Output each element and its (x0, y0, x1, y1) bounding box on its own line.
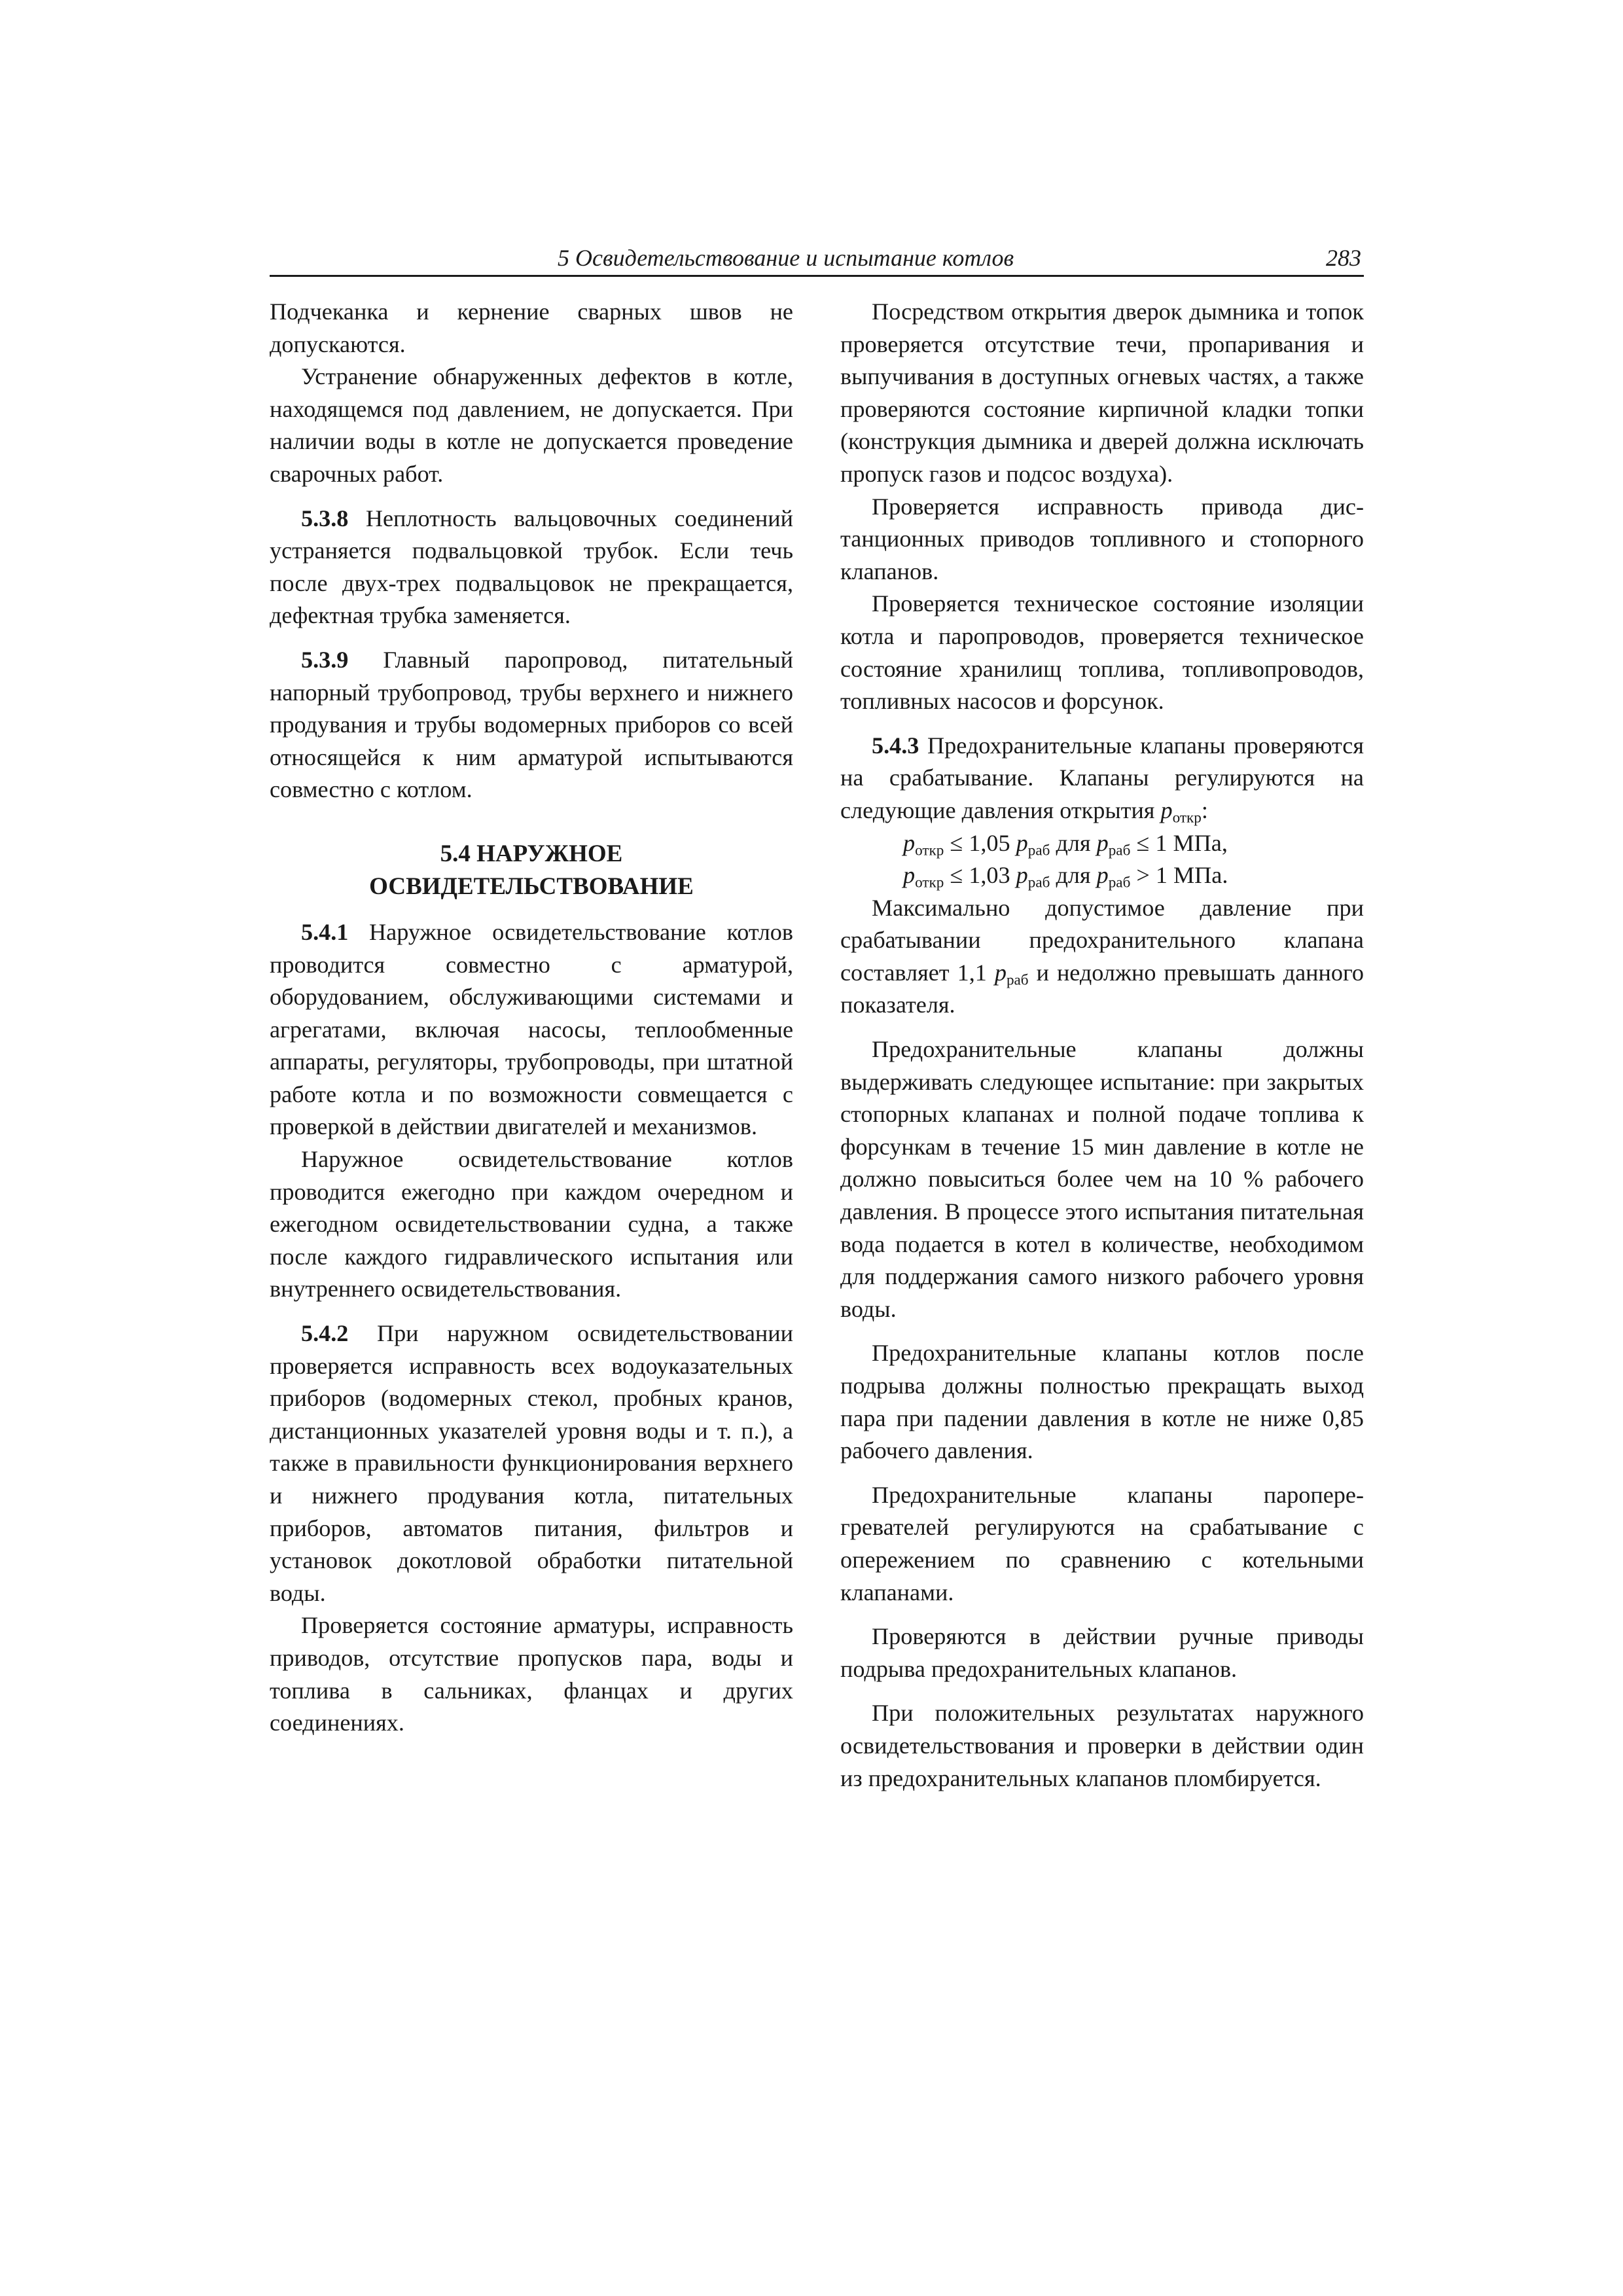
right-column (840, 296, 1364, 1795)
subscript: раб (1108, 841, 1131, 859)
paragraph: Наружное освидетельствование котлов проводится ежегодно при каждом очередном и ежегодном освидетельствовании судна, а также после каждого гидравлического испытания или внутреннего освидетельствования. (270, 1146, 793, 1302)
subscript: раб (1027, 874, 1050, 891)
paragraph: Устранение обнаруженных дефектов в котле, находящемся под давлением, не допускается. При наличии воды в котле не допускается проведение сварочных работ. (270, 363, 793, 487)
pressure-symbol: p (994, 959, 1007, 986)
section-heading (270, 838, 793, 903)
colon: : (1201, 797, 1208, 823)
pressure-symbol: p (1096, 829, 1109, 856)
formula-text: ≤ 1 МПа, (1130, 829, 1228, 856)
pressure-symbol: p (903, 862, 916, 889)
paragraph: Проверяется техническое состояние изоляции котла и паропроводов, проверяется техническое состояние хранилищ топлива, топливопроводов, топливных насосов и форсунок. (840, 590, 1364, 715)
pressure-symbol: p (1096, 862, 1109, 889)
subscript: откр (1172, 809, 1202, 827)
formula-line-1 (840, 827, 1364, 860)
formula-text: ≤ 1,05 (944, 829, 1016, 856)
paragraph: Посредством открытия дверок дымника и топок проверяется отсутствие течи, пропаривания и выпучивания в доступных огневых частях, а также проверяются состояние кирпичной кладки топки (конструкция дымника и дверей должна исключать пропуск газов и подсос воздуха). (840, 298, 1364, 487)
clause-text: При наружном освидетельствовании проверяется исправность всех водоуказательных приборов (водомерных стекол, пробных кранов, дистанционных указателей уровня воды и т. п.), а также в правильности функционирования верхнего и нижнего продувания котла, питательных приборов, автоматов питания, фильтров и установок докотловой обработки питательной воды. (270, 1320, 793, 1606)
paragraph: Проверяются в действии ручные приводы подрыва предохранительных клапанов. (840, 1623, 1364, 1682)
formula-text: ≤ 1,03 (944, 862, 1016, 889)
clause-text: Наружное освидетельствование котлов проводится совместно с арматурой, оборудованием, обслуживающими системами и агрегатами, включая насосы, теплообменные аппараты, регуляторы, трубопроводы, при штатной работе котла и по возможности совмещается с проверкой в действии двигателей и механизмов. (270, 918, 793, 1140)
clause-number: 5.4.2 (301, 1320, 349, 1347)
paragraph-5-4-1 (270, 916, 793, 1143)
paragraph: Предохранительные клапаны пароперегревателей регулируются на срабатывание с опережением по сравнению с котельными клапанами. (840, 1481, 1364, 1605)
clause-text: Главный паропровод, питательный напорный трубопровод, трубы верхнего и нижнего продувания и трубы водомерных приборов со всей относящейся к ним арматурой испытываются совместно с котлом. (270, 646, 793, 803)
paragraph-5-4-2 (270, 1318, 793, 1609)
running-header-title: 5 Освидетельствование и испытание котлов (558, 245, 1014, 271)
paragraph: Предохранительные клапаны должны выдерживать следующее испытание: при закрытых стопорных клапанах и полной подаче топлива к форсункам в течение 15 мин давление в котле не должно повыситься более чем на 10 % рабочего давления. В процессе этого испытания питательная вода подается в котел в количестве, необходимом для поддержания самого низкого рабочего уровня воды. (840, 1036, 1364, 1322)
paragraph: Проверяется состояние арматуры, исправность приводов, отсутствие пропусков пара, воды и топлива в сальниках, фланцах и других соединениях. (270, 1612, 793, 1736)
paragraph: Предохранительные клапаны котлов после подрыва должны полностью прекращать выход пара при падении давления в котле не ниже 0,85 рабочего давления. (840, 1340, 1364, 1464)
subscript: откр (915, 841, 944, 859)
pressure-symbol: p (903, 829, 916, 856)
paragraph: При положительных результатах наружного освидетельствования и проверки в действии один из предохранительных клапанов пломбируется. (840, 1700, 1364, 1791)
subscript: раб (1027, 841, 1050, 859)
left-column (270, 296, 793, 1740)
section-heading-line: 5.4 НАРУЖНОЕ (440, 840, 623, 867)
paragraph-5-3-9 (270, 644, 793, 806)
running-header (270, 243, 1364, 277)
paragraph (840, 892, 1364, 1022)
clause-number: 5.3.8 (301, 505, 349, 531)
formula-line-2 (840, 859, 1364, 892)
paragraph: Подчеканка и кернение сварных швов не допускаются. (270, 298, 793, 357)
pressure-symbol: p (1016, 862, 1028, 889)
formula-text: для (1050, 829, 1097, 856)
subscript: откр (915, 874, 944, 891)
clause-number: 5.4.3 (872, 732, 919, 759)
pressure-symbol: p (1016, 829, 1028, 856)
page-number: 283 (1326, 245, 1361, 271)
pressure-symbol: p (1160, 797, 1173, 823)
formula-text: для (1050, 862, 1097, 889)
section-heading-line: ОСВИДЕТЕЛЬСТВОВАНИЕ (369, 872, 694, 900)
clause-number: 5.3.9 (301, 646, 349, 673)
paragraph-5-4-3 (840, 730, 1364, 827)
formula-text: > 1 МПа. (1130, 862, 1228, 889)
paragraph-text: и недолжно превышать данного показателя. (840, 959, 1364, 1018)
paragraph: Проверяется исправность привода дистанционных приводов топливного и стопорного клапанов. (840, 493, 1364, 584)
paragraph-5-3-8 (270, 503, 793, 632)
clause-number: 5.4.1 (301, 918, 349, 945)
subscript: раб (1006, 971, 1029, 989)
subscript: раб (1108, 874, 1131, 891)
clause-text: Неплотность вальцовочных соединений устраняется подвальцовкой трубок. Если течь после двух-трех подвальцовок не прекращается, дефектная трубка заменяется. (270, 505, 793, 629)
clause-text: Предохранительные клапаны проверяются на срабатывание. Клапаны регулируются на следующие давления открытия (840, 732, 1364, 823)
paragraph-text: Максимально допустимое давление при срабатывании предохранительного клапана составляет 1,1 (840, 894, 1364, 986)
